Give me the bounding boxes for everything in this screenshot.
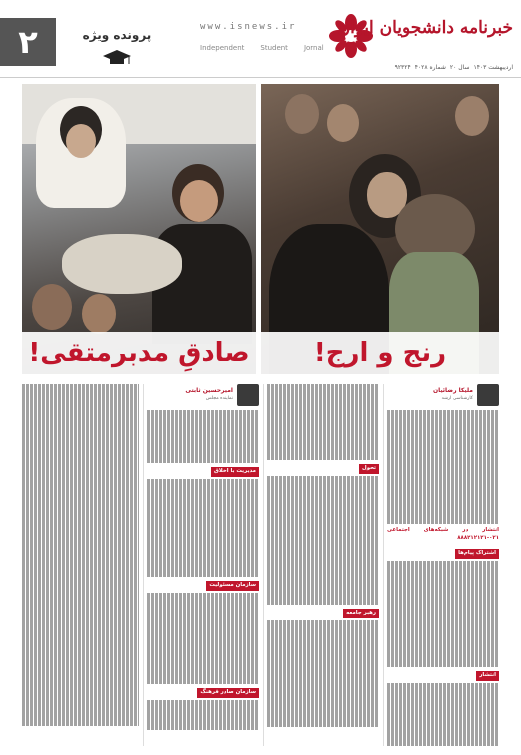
section-subhead: رهبر جامعه: [343, 609, 379, 619]
phone-line: انتشار در شبکه‌های اجتماعی ۰۲۱-۸۸۸۲۱۲۱۲۱: [387, 526, 499, 541]
issue-number: شماره ۴۰۲۸: [414, 64, 446, 71]
issue-info: [373, 64, 513, 71]
english-tagline: [200, 22, 330, 62]
article-body: [22, 384, 139, 726]
column-divider: [143, 384, 144, 746]
photo-figure: [285, 94, 319, 134]
article-body: [387, 683, 499, 746]
tag-word: Independent: [200, 44, 245, 52]
author-role: نماینده مجلس: [205, 396, 233, 401]
tag-word: Student: [260, 44, 288, 52]
photo-embrace: [261, 84, 499, 374]
column-divider: [263, 384, 264, 746]
logo: [323, 6, 513, 72]
author-role: کارشناسی ارشد: [441, 396, 473, 401]
issue-date: اردیبهشت ۱۴۰۳: [473, 64, 513, 71]
article-column: [387, 384, 499, 746]
article-body: [147, 410, 259, 463]
article-column: [22, 384, 139, 746]
article-body: [147, 700, 259, 730]
logo-title: خبرنامه دانشجویان ایران: [337, 18, 513, 38]
photo-figure: [66, 124, 96, 158]
article-body: [267, 620, 379, 726]
author-avatar: [237, 384, 259, 406]
graduation-cap-icon: [102, 48, 132, 68]
author-avatar: [477, 384, 499, 406]
article-body: [387, 410, 499, 524]
byline: [387, 384, 499, 406]
author-name: ملیکا رضائیان: [432, 387, 473, 395]
photo-figure: [82, 294, 116, 334]
article-body: [387, 561, 499, 667]
site-url[interactable]: www.isnews.ir: [200, 22, 297, 32]
photo-figure: [32, 284, 72, 330]
byline: [147, 384, 259, 406]
photo-figure: [180, 180, 218, 222]
article-body: [267, 384, 379, 460]
section-subhead: سازمان صادر فرهنگ: [197, 688, 259, 698]
article-body: [147, 593, 259, 684]
article-column: [147, 384, 259, 746]
headline-right: رنج و ارج!: [261, 332, 499, 374]
photo-figure: [327, 104, 359, 142]
section-subhead: مدیریت با اخلاق: [211, 467, 259, 477]
masthead-divider: [0, 77, 521, 78]
masthead: [0, 0, 521, 78]
section-subhead: تحول: [359, 464, 379, 474]
column-divider: [383, 384, 384, 746]
author-name: امیرحسین ثابتی: [185, 387, 233, 395]
page-number: ۲: [0, 18, 56, 66]
issue-year: سال ۲۰: [449, 64, 470, 71]
special-section-title: پرونده ویژه: [82, 28, 152, 42]
article-body: [147, 479, 259, 578]
photo-crowd: [22, 84, 256, 374]
section-subhead: انتشار: [476, 671, 499, 681]
issue-phone: ۹۲۳۲۴: [394, 64, 411, 71]
headline-left: صادقِ مدبرمتقی!: [22, 332, 256, 374]
article-column: [267, 384, 379, 746]
section-subhead: سازمان مسئولیت: [206, 581, 259, 591]
photo-figure: [455, 96, 489, 136]
tag-word: Jornal: [303, 44, 324, 52]
article-body: [267, 476, 379, 605]
photo-figure: [62, 234, 182, 294]
section-subhead: اشتراک پیام‌ها: [455, 549, 499, 559]
